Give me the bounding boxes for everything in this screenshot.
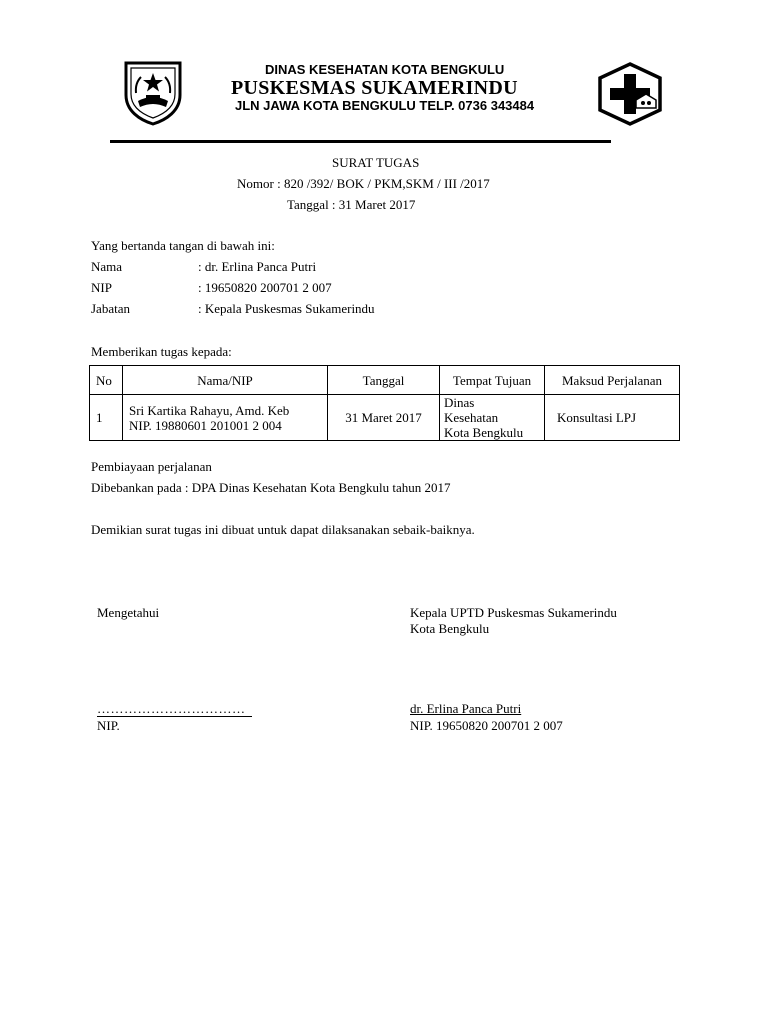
assign-text: Memberikan tugas kepada: [91, 344, 232, 359]
clinic-address: JLN JAWA KOTA BENGKULU TELP. 0736 343484 [235, 98, 535, 113]
signer-position-value: : Kepala Puskesmas Sukamerindu [198, 301, 375, 316]
letterhead-divider [110, 140, 611, 143]
row-nip: NIP. 19880601 201001 2 004 [129, 417, 282, 433]
left-sign-underline [97, 716, 252, 717]
signer-position-label: Jabatan [91, 301, 130, 316]
table-header-row [90, 366, 680, 395]
left-sign-title: Mengetahui [97, 605, 160, 620]
letter-date: Tanggal : 31 Maret 2017 [287, 197, 416, 212]
col-name-header: Nama/NIP [123, 366, 328, 395]
signer-nip-label: NIP [91, 280, 112, 295]
right-sign-nip: NIP. 19650820 200701 2 007 [410, 718, 563, 733]
signer-nip-value: : 19650820 200701 2 007 [198, 280, 332, 295]
col-destination-header: Tempat Tujuan [440, 366, 545, 395]
row-name-cell [123, 395, 328, 441]
col-no-header: No [90, 366, 123, 395]
letter-title: SURAT TUGAS [332, 155, 420, 170]
letterhead [0, 0, 768, 150]
funding-title: Pembiayaan perjalanan [91, 459, 212, 474]
assignment-table [89, 365, 680, 441]
row-destination-l3: Kota Bengkulu [444, 425, 524, 440]
agency-name: DINAS KESEHATAN KOTA BENGKULU [265, 62, 505, 77]
clinic-name: PUSKESMAS SUKAMERINDU [231, 77, 518, 99]
table-row [90, 395, 680, 441]
right-sign-title-1: Kepala UPTD Puskesmas Sukamerindu [410, 605, 617, 620]
col-date-header: Tanggal [328, 366, 440, 395]
row-purpose: Konsultasi LPJ [545, 395, 680, 441]
intro-text: Yang bertanda tangan di bawah ini: [91, 238, 275, 253]
left-sign-nip: NIP. [97, 718, 120, 733]
city-emblem-icon [118, 57, 188, 127]
puskesmas-logo-icon [596, 62, 664, 126]
letter-number: Nomor : 820 /392/ BOK / PKM,SKM / III /2017 [237, 176, 490, 191]
left-sign-name: …………………………… [97, 701, 246, 716]
row-destination-cell [440, 395, 545, 441]
signer-name-value: : dr. Erlina Panca Putri [198, 259, 317, 274]
row-destination-l1: Dinas [444, 395, 475, 410]
right-sign-title-2: Kota Bengkulu [410, 621, 490, 636]
funding-detail: Dibebankan pada : DPA Dinas Kesehatan Kota Bengkulu tahun 2017 [91, 480, 451, 495]
row-destination-l2: Kesehatan [444, 410, 499, 425]
row-date: 31 Maret 2017 [328, 395, 440, 441]
signer-name-label: Nama [91, 259, 123, 274]
right-sign-name: dr. Erlina Panca Putri [410, 701, 522, 716]
col-purpose-header: Maksud Perjalanan [545, 366, 680, 395]
row-name: Sri Kartika Rahayu, Amd. Keb [129, 402, 290, 418]
row-no: 1 [90, 395, 123, 441]
closing-text: Demikian surat tugas ini dibuat untuk dapat dilaksanakan sebaik-baiknya. [91, 522, 475, 537]
